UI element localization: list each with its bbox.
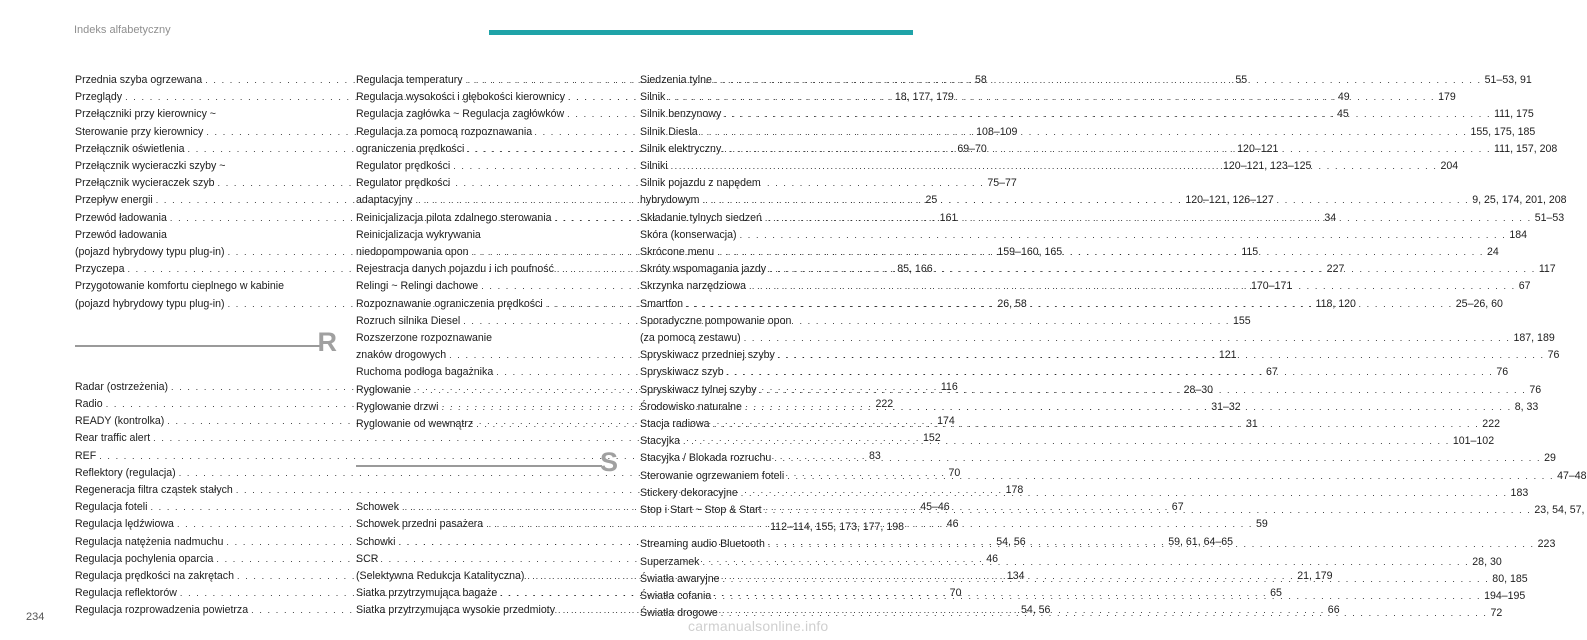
index-entry-term: Silnik elektryczny	[640, 142, 722, 155]
index-entry-pages: 76	[1496, 366, 1509, 379]
dot-leader	[714, 588, 1481, 605]
index-entry-term: Regulacja pochylenia oparcia	[75, 552, 214, 565]
watermark: carmanualsonline.info	[688, 618, 829, 634]
index-entry-pages: 117	[1538, 263, 1556, 276]
header-accent-bar	[489, 30, 913, 35]
index-entry-line	[640, 227, 1528, 244]
index-entry-term: Przewód ładowania	[75, 211, 167, 224]
index-entry-pages: 155, 175, 185	[1470, 125, 1536, 138]
index-entry-term: Schowki	[356, 535, 396, 548]
index-entry-term: Regulator prędkości	[356, 160, 451, 173]
index-entry-term: Ruchoma podłoga bagażnika	[356, 366, 494, 379]
index-entry-term: hybrydowym	[640, 194, 700, 207]
index-entry-pages: 24	[1487, 246, 1499, 259]
index-entry-term: Skrócone menu	[640, 246, 715, 259]
index-entry-pages: 194–195	[1484, 590, 1526, 603]
index-entry-pages: 59	[1256, 518, 1268, 531]
index-entry-term: Spryskiwacz tylnej szyby	[640, 383, 757, 396]
index-entry-pages: 80, 185	[1492, 572, 1528, 585]
index-entry-term: Rozszerzone rozpoznawanie	[356, 332, 493, 345]
index-entry-term: Siatka przytrzymująca wysokie przedmioty	[356, 604, 555, 617]
index-entry-term: Sporadyczne pompowanie opon	[640, 314, 792, 327]
index-entry-pages: 9, 25, 174, 201, 208	[1472, 194, 1567, 207]
index-entry-pages: 121	[1218, 349, 1237, 362]
index-entry-pages: 67	[1518, 280, 1531, 293]
index-entry-term: Światła drogowe	[640, 607, 718, 620]
dot-leader	[686, 296, 1453, 313]
index-entry-term: niedopompowania opon	[356, 246, 469, 259]
dot-leader	[701, 124, 1468, 141]
index-entry-pages: 25	[925, 194, 938, 207]
index-entry-pages: 47–48	[1557, 469, 1587, 482]
dot-leader	[702, 192, 1469, 209]
dot-leader	[715, 72, 1482, 89]
index-entry-term: READY (kontrolka)	[75, 415, 165, 428]
index-entry-term: Rear traffic alert	[75, 432, 151, 445]
index-entry-term: Stickery dekoracyjne	[640, 486, 738, 499]
index-entry-term: (pojazd hybrydowy typu plug-in)	[75, 246, 225, 259]
index-entry-term: Ryglowanie od wewnątrz	[356, 418, 474, 431]
index-entry-pages: 51–53	[1534, 211, 1565, 224]
index-entry-pages: 59, 61, 64–65	[1168, 535, 1234, 548]
index-entry-pages: 111, 175	[1494, 108, 1534, 121]
index-entry-line	[640, 330, 1555, 347]
index-entry-pages: 28–30	[1183, 383, 1214, 396]
dot-leader	[717, 244, 1484, 261]
section-header-s	[356, 447, 618, 491]
index-entry-term: Smartfon	[640, 297, 683, 310]
index-entry-term: Regulacja natężenia nadmuchu	[75, 535, 224, 548]
index-entry-term: Regulacja za pomocą rozpoznawania	[356, 125, 533, 138]
index-entry-term: Regulacja wysokości i głębokości kierownicy	[356, 91, 566, 104]
index-entry-pages: 8, 33	[1514, 400, 1539, 413]
dot-leader	[769, 261, 1536, 278]
dot-leader	[721, 605, 1488, 622]
index-entry-pages: 18, 177, 179	[894, 91, 954, 104]
index-entry-term: Rozpoznawanie ograniczenia prędkości	[356, 297, 543, 310]
index-entry-term: SCR	[356, 552, 379, 565]
index-entry-term: Przeglądy	[75, 91, 123, 104]
index-entry-pages: 120–121, 126–127	[1185, 194, 1274, 207]
index-entry-pages: 45	[1336, 108, 1349, 121]
index-entry-pages: 170–171	[1251, 280, 1293, 293]
index-entry-pages: 222	[1482, 418, 1500, 431]
index-entry-term: (Selektywna Redukcja Katalityczna)	[356, 570, 525, 583]
index-entry-pages: 155	[1233, 314, 1251, 327]
index-entry-term: Regulacja foteli	[75, 501, 148, 514]
index-entry-term: Siedzenia tylne	[640, 74, 712, 86]
index-entry-pages: 31	[1245, 418, 1258, 431]
index-entry-pages: 72	[1490, 607, 1503, 620]
index-entry-term: Streaming audio Bluetooth	[640, 538, 765, 551]
index-entry-term: Stop i Start ~ Stop & Start	[640, 504, 762, 517]
index-entry-term: Środowisko naturalne	[640, 400, 742, 413]
dot-leader	[723, 571, 1490, 588]
index-entry-pages: 85, 166	[897, 263, 933, 276]
index-entry-term: Regulacja rozprowadzenia powietrza	[75, 604, 249, 617]
index-entry-term: Spryskiwacz przedniej szyby	[640, 349, 775, 362]
index-entry-term: Radar (ostrzeżenia)	[75, 380, 169, 393]
index-entry-term: Przełącznik wycieraczek szyb	[75, 177, 215, 190]
dot-leader	[774, 450, 1541, 467]
dot-leader	[760, 382, 1527, 399]
index-entry-term: Regulator prędkości	[356, 177, 451, 190]
index-entry-term: Siatka przytrzymująca bagaże	[356, 587, 498, 600]
section-header-r	[75, 327, 337, 371]
index-entry-pages: 178	[1005, 484, 1024, 497]
index-entry-term: Skóra (konserwacja)	[640, 228, 737, 241]
index-entry-term: REF	[75, 449, 97, 462]
index-entry-term: Regulacja prędkości na zakrętach	[75, 570, 234, 583]
index-entry-pages: 75–77	[987, 177, 1017, 190]
dot-leader	[744, 330, 1511, 347]
dot-leader	[787, 468, 1554, 485]
index-entry-pages: 34	[1324, 211, 1337, 224]
index-entry-term: Reinicjalizacja pilota zdalnego sterowania	[356, 211, 552, 224]
index-entry-term: Regulacja lędźwiowa	[75, 518, 174, 531]
dot-leader	[724, 141, 1491, 158]
index-entry-term: Schowek	[356, 501, 399, 514]
index-entry-term: Silniki	[640, 160, 668, 173]
index-entry-pages-continued: 112–114, 155, 173, 177, 198	[770, 521, 904, 534]
index-entry-term: Ryglowanie	[356, 383, 411, 396]
index-entry-pages: 54, 56	[1020, 604, 1051, 617]
index-entry-pages: 222	[875, 398, 894, 411]
index-entry-pages: 152	[922, 432, 941, 445]
index-entry-pages: 118, 120	[1315, 297, 1356, 310]
index-entry-term: Silnik pojazdu z napędem	[640, 177, 761, 190]
index-entry-term: Przygotowanie komfortu cieplnego w kabinie	[75, 280, 285, 293]
index-entry-pages: 29	[1544, 452, 1556, 465]
index-entry-pages: 25–26, 60	[1455, 297, 1503, 310]
dot-leader	[765, 502, 1532, 519]
index-entry-term: Spryskiwacz szyb	[640, 366, 724, 379]
index-entry-pages: 55	[1235, 74, 1248, 86]
index-entry-term: Przełącznik oświetlenia	[75, 142, 185, 155]
index-entry-pages: 116	[940, 380, 958, 393]
index-entry-pages: 183	[1510, 486, 1529, 499]
index-entry-pages: 51–53, 91	[1484, 74, 1532, 86]
index-entry-term: Regulacja zagłówka ~ Regulacja zagłówków	[356, 108, 565, 121]
index-entry	[640, 450, 1556, 467]
page-number: 234	[26, 611, 45, 623]
index-entry-term: Światła cofania	[640, 590, 712, 603]
index-entry-term: Silnik benzynowy	[640, 108, 722, 121]
dot-leader	[740, 227, 1507, 244]
index-entry-term: (za pomocą zestawu)	[640, 332, 741, 345]
dot-leader	[768, 536, 1535, 553]
section-rule	[356, 465, 602, 467]
index-entry-pages: 70	[949, 587, 962, 600]
dot-leader	[741, 485, 1508, 502]
index-entry-term: Stacyjka	[640, 435, 681, 448]
index-entry-term: Przewód ładowania	[75, 228, 167, 241]
index-entry-pages: 120–121, 123–125	[1223, 160, 1312, 173]
index-entry-pages: 46	[946, 518, 959, 531]
index-entry-term: Regulacja temperatury	[356, 74, 463, 86]
index-entry-term: Superzamek	[640, 555, 700, 568]
index-entry-pages: 120–121	[1237, 142, 1279, 155]
index-entry-pages: 108–109	[976, 125, 1018, 138]
index-entry-term: Silnik Diesla	[640, 125, 698, 138]
index-entry-term: adaptacyjny	[356, 194, 413, 207]
index-entry-pages: 54, 56	[996, 535, 1026, 548]
index-entry-term: znaków drogowych	[356, 349, 447, 362]
index-entry-term: Regulacja reflektorów	[75, 587, 177, 600]
index-entry-pages: 23, 54, 57,	[1534, 504, 1585, 517]
dot-leader	[765, 210, 1532, 227]
page-header-title: Indeks alfabetyczny	[74, 24, 171, 36]
index-entry-pages: 49	[1337, 91, 1350, 104]
index-entry-term: (pojazd hybrydowy typu plug-in)	[75, 297, 225, 310]
index-entry-term: Przyczepa	[75, 263, 125, 276]
section-letter: S	[599, 447, 618, 478]
index-entry-pages: 187, 189	[1513, 332, 1555, 345]
index-entry-pages: 115	[1241, 246, 1259, 259]
dot-leader	[749, 278, 1516, 295]
dot-leader	[724, 106, 1491, 123]
dot-leader	[668, 89, 1435, 106]
index-entry-pages: 21, 179	[1297, 570, 1333, 583]
index-entry-term: Sterowanie ogrzewaniem foteli	[640, 469, 785, 482]
index-entry-pages: 70	[948, 466, 961, 479]
index-entry-pages: 111, 157, 208	[1494, 142, 1558, 155]
index-entry-pages: 76	[1547, 349, 1560, 362]
index-entry	[640, 227, 1528, 244]
index-entry-pages: 45–46	[920, 501, 950, 514]
section-letter: R	[317, 326, 337, 357]
index-entry-term: Relingi ~ Relingi dachowe	[356, 280, 479, 293]
index-entry-term: Skrzynka narzędziowa	[640, 280, 746, 293]
index-entry-pages: 58	[975, 74, 987, 86]
index-entry-term: Przednia szyba ogrzewana	[75, 74, 203, 86]
index-entry-term: Przepływ energii	[75, 194, 153, 207]
index-entry-pages: 223	[1537, 538, 1556, 551]
index-entry-term: Składanie tylnych siedzeń	[640, 211, 762, 224]
dot-leader	[702, 554, 1469, 571]
index-entry-pages: 76	[1529, 383, 1542, 396]
index-entry-pages: 46	[986, 552, 998, 565]
index-entry-line	[640, 450, 1556, 467]
index-entry-pages: 83	[868, 449, 881, 462]
dot-leader	[683, 433, 1450, 450]
index-entry-pages: 31–32	[1211, 400, 1241, 413]
dot-leader	[671, 158, 1438, 175]
index-entry-term: Reinicjalizacja wykrywania	[356, 228, 481, 241]
dot-leader	[745, 399, 1512, 416]
index-entry-pages: 204	[1440, 160, 1459, 173]
index-entry-pages: 174	[937, 415, 955, 428]
index-entry-term: Stacyjka / Blokada rozruchu	[640, 452, 772, 465]
index-entry-pages: 26, 58	[997, 297, 1027, 310]
index-entry-pages: 28, 30	[1472, 555, 1502, 568]
index-entry-term: Światła awaryjne	[640, 572, 720, 585]
index-entry-pages: 67	[1266, 366, 1278, 379]
dot-leader	[713, 416, 1480, 433]
index-entry-term: Regeneracja filtra cząstek stałych	[75, 484, 233, 497]
index-entry-pages: 161	[939, 211, 958, 224]
index-entry-pages: 179	[1438, 91, 1456, 104]
index-entry-term: ograniczenia prędkości	[356, 142, 465, 155]
index-entry-pages: 101–102	[1452, 435, 1495, 448]
dot-leader	[727, 364, 1494, 381]
index-entry-pages: 227	[1326, 263, 1345, 276]
index-entry-term: Przełączniki przy kierownicy ~	[75, 108, 216, 121]
index-entry-pages: 67	[1171, 501, 1184, 514]
index-entry-pages: 134	[1006, 570, 1025, 583]
index-entry-pages: 69–70	[957, 142, 987, 155]
index-entry-term: Skróty wspomagania jazdy	[640, 263, 767, 276]
index-entry-term: Radio	[75, 398, 103, 411]
dot-leader	[778, 347, 1545, 364]
index-entry-term: Stacja radiowa	[640, 418, 710, 431]
index-entry-term: Przełącznik wycieraczki szyby ~	[75, 160, 226, 173]
index-entry-term: Ryglowanie drzwi	[356, 400, 439, 413]
index-entry-term: Reflektory (regulacja)	[75, 466, 176, 479]
index-entry-pages: 66	[1327, 604, 1340, 617]
index-entry-term: Rozruch silnika Diesel	[356, 314, 461, 327]
index-entry-pages: 65	[1270, 587, 1282, 600]
section-rule	[75, 345, 321, 347]
index-entry-term: Schowek przedni pasażera	[356, 518, 484, 531]
index-entry-term: Sterowanie przy kierownicy	[75, 125, 204, 138]
index-entry-pages: 184	[1509, 228, 1528, 241]
index-entry-term: Rejestracja danych pojazdu i ich poufność	[356, 263, 554, 276]
index-entry-pages: 159–160, 165	[997, 246, 1063, 259]
index-entry-term: Silnik	[640, 91, 666, 104]
